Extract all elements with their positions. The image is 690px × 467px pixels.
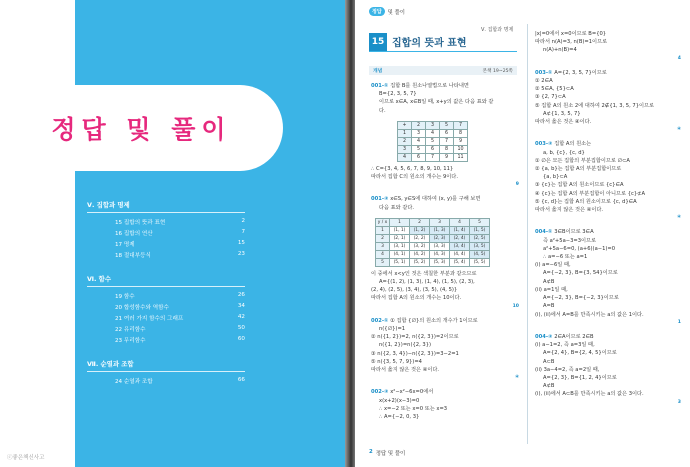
toc-entry-page: 66 xyxy=(237,376,245,383)
toc-entry xyxy=(87,312,245,323)
solution-line: n({∅})=1 xyxy=(379,326,406,333)
solution-line: A={(1, 2), (1, 3), (1, 4), (1, 5), (2, 3), xyxy=(379,279,475,286)
solution-line: 001-② x∈S, y∈S에 대하여 (x, y)를 구해 보면 xyxy=(371,196,481,203)
toc-heading: Ⅶ. 순열과 조합 xyxy=(87,359,245,372)
table-row xyxy=(376,226,490,234)
toc-section xyxy=(87,274,245,345)
footer-text: 정답 및 풀이 xyxy=(375,451,406,457)
chapter-tag: Ⅴ. 집합과 명제 xyxy=(481,27,514,33)
solution-block xyxy=(535,69,681,135)
toc-entry-page: 60 xyxy=(237,335,245,342)
section-name: 집합의 뜻과 표현 xyxy=(392,38,467,49)
table-cell: 6 xyxy=(426,145,440,153)
page-footer xyxy=(369,449,405,457)
solution-line: A⊄B xyxy=(543,278,555,285)
toc-entry xyxy=(87,375,245,386)
solution-line: (2, 4), (2, 5), (3, 4), (3, 5), (4, 5)} xyxy=(371,287,458,294)
publisher-footer: ⓒ좋은책신사고 xyxy=(7,455,45,461)
table-cell: 5 xyxy=(440,121,454,129)
toc-entry-page: 23 xyxy=(237,250,245,257)
toc-entry-page: 15 xyxy=(237,239,245,246)
toc-entry-page: 26 xyxy=(237,291,245,298)
table-cell: (1, 4) xyxy=(450,226,470,234)
table-cell: 5 xyxy=(412,145,426,153)
table-cell: (2, 2) xyxy=(410,234,430,242)
solution-line: ∴ A={−2, 0, 3} xyxy=(379,414,420,421)
section-title xyxy=(369,32,517,52)
table-row xyxy=(398,137,468,145)
table-cell: 2 xyxy=(412,121,426,129)
solution-line: 따라서 집합 A의 원소의 개수는 10이다. xyxy=(371,295,462,302)
table-cell: (5, 5) xyxy=(470,258,490,266)
solution-line: {a, b}⊂A xyxy=(543,174,568,181)
answer-mark: ④ xyxy=(515,375,519,381)
solution-line: 이므로 x∈A, x∈B일 때, x+y의 값은 다음 표와 같 xyxy=(379,99,494,106)
table-cell: 6 xyxy=(440,129,454,137)
solution-line: 따라서 옳지 않은 것은 ④이다. xyxy=(535,207,604,214)
solution-line: 다. xyxy=(379,107,386,114)
table-cell: 1 xyxy=(390,218,410,226)
table-cell: (2, 3) xyxy=(430,234,450,242)
solution-line: ∴ C={3, 4, 5, 6, 7, 8, 9, 10, 11} xyxy=(371,165,454,172)
solution-line: 따라서 옳은 것은 ④이다. xyxy=(535,119,592,126)
table-cell: 1 xyxy=(376,226,390,234)
solution-line: 따라서 옳지 않은 것은 ④이다. xyxy=(371,367,440,374)
toc-entry-page: 2 xyxy=(241,217,245,224)
problem-number: 004-② xyxy=(535,333,555,340)
solution-line: ② {a, b}는 집합 A의 부분집합이므로 xyxy=(535,166,622,173)
solution-line: ④ {c}는 집합 A의 부분집합이 아니므로 {c}⊄A xyxy=(535,190,646,197)
toc-entry xyxy=(87,290,245,301)
table-cell: 7 xyxy=(440,137,454,145)
solution-line: ② 5∈A, {5}⊂A xyxy=(535,86,574,93)
table-of-contents xyxy=(87,200,245,400)
solution-line: ⑤ 집합 A의 원소 2에 대하여 2∉{1, 3, 5, 7}이므로 xyxy=(535,102,655,109)
toc-entry-label: 22 유리함수 xyxy=(115,326,146,333)
table-cell: (4, 1) xyxy=(390,250,410,258)
solution-line: A={−2, 3}, B={−2, 3}이므로 xyxy=(543,295,619,302)
problem-number: 003-② xyxy=(535,141,555,148)
solution-line: A⊂B xyxy=(543,358,555,365)
table-cell: (3, 1) xyxy=(390,242,410,250)
table-cell: (4, 4) xyxy=(450,250,470,258)
table-cell: 8 xyxy=(440,145,454,153)
section-number: 15 xyxy=(369,33,387,51)
answer-mark: 10 xyxy=(512,303,519,309)
table-cell: 5 xyxy=(376,258,390,266)
solution-line: A=B xyxy=(543,303,555,310)
toc-entry xyxy=(87,323,245,334)
table-cell: 3 xyxy=(412,129,426,137)
solution-block xyxy=(371,82,519,115)
answer-mark: 9 xyxy=(515,182,519,188)
solution-block xyxy=(371,388,519,421)
table-cell: (3, 5) xyxy=(470,242,490,250)
table-cell: (2, 4) xyxy=(450,234,470,242)
table-cell: (1, 5) xyxy=(470,226,490,234)
solution-line: ∴ a=−6 또는 a=1 xyxy=(543,254,588,261)
toc-entry-label: 24 순열과 조합 xyxy=(115,378,153,385)
table-cell: (5, 4) xyxy=(450,258,470,266)
problem-number: 002-① xyxy=(371,317,391,324)
table-cell: 6 xyxy=(412,153,426,161)
table-cell: 4 xyxy=(376,250,390,258)
header-badge: 정답 xyxy=(369,7,385,16)
table-cell: 7 xyxy=(454,121,468,129)
toc-entry-label: 23 무리함수 xyxy=(115,337,146,344)
solution-line: (i) a−1=2, 즉 a=3일 때, xyxy=(535,342,595,349)
table-row xyxy=(398,153,468,161)
solution-table xyxy=(397,121,468,162)
table-cell: + xyxy=(398,121,412,129)
solution-block xyxy=(535,30,681,63)
table-row xyxy=(398,129,468,137)
table-cell: (4, 2) xyxy=(410,250,430,258)
solution-line: ① ∅은 모든 집합의 부분집합이므로 ∅⊂A xyxy=(535,157,630,164)
solution-line: n(A)+n(B)=4 xyxy=(543,47,577,54)
table-row xyxy=(376,258,490,266)
right-page xyxy=(355,0,690,467)
toc-entry xyxy=(87,227,245,238)
table-row xyxy=(376,250,490,258)
solution-line: ⑤ n({3, 5, 7, 9})=4 xyxy=(371,358,422,365)
problem-number: 004-① xyxy=(535,229,555,236)
table-cell: (1, 2) xyxy=(410,226,430,234)
solution-line: a²+5a−6=0, (a+6)(a−1)=0 xyxy=(543,245,616,252)
table-cell: 1 xyxy=(398,129,412,137)
toc-section xyxy=(87,200,245,260)
table-cell: (2, 1) xyxy=(390,234,410,242)
toc-entry-label: 17 명제 xyxy=(115,241,135,248)
solution-line: x(x+2)(x−3)=0 xyxy=(379,397,420,404)
header-text: 및 풀이 xyxy=(387,9,406,16)
table-cell: 9 xyxy=(454,137,468,145)
toc-entry-label: 19 함수 xyxy=(115,293,135,300)
table-cell: (5, 1) xyxy=(390,258,410,266)
solution-line: 004-① 3∈B이므로 3∈A xyxy=(535,229,594,236)
table-cell: 10 xyxy=(454,145,468,153)
solution-line: ③ {2, 7}⊂A xyxy=(535,94,566,101)
table-cell: 3 xyxy=(376,242,390,250)
page-number: 2 xyxy=(369,449,373,455)
solutions-column-left xyxy=(371,82,519,427)
solution-line: 이 중에서 x<y인 것은 색칠한 부분과 같으므로 xyxy=(371,270,477,277)
table-cell: 4 xyxy=(426,129,440,137)
solution-line: ① 2∈A xyxy=(535,78,553,85)
toc-entry xyxy=(87,334,245,345)
solution-line: A⊄B xyxy=(543,383,555,390)
concept-bar xyxy=(369,66,517,75)
solution-block xyxy=(371,270,519,311)
table-cell: 4 xyxy=(450,218,470,226)
table-row xyxy=(376,242,490,250)
toc-entry xyxy=(87,216,245,227)
table-cell: (5, 2) xyxy=(410,258,430,266)
answer-mark: ④ xyxy=(677,215,681,221)
running-header xyxy=(369,7,405,16)
problem-number: 001-② xyxy=(371,196,391,203)
toc-heading: Ⅴ. 집합과 명제 xyxy=(87,200,245,213)
toc-entry xyxy=(87,238,245,249)
solution-line: ⑤ {c, d}는 집합 A의 원소이므로 {c, d}∈A xyxy=(535,198,637,205)
answer-mark: ④ xyxy=(677,127,681,133)
toc-entry xyxy=(87,301,245,312)
table-cell: 3 xyxy=(430,218,450,226)
solution-block xyxy=(371,165,519,190)
toc-entry-page: 42 xyxy=(237,313,245,320)
table-row xyxy=(398,121,468,129)
solution-line: A={2, 4}, B={2, 4, 5}이므로 xyxy=(543,350,617,357)
toc-entry-label: 16 집합의 연산 xyxy=(115,230,153,237)
table-cell: 5 xyxy=(426,137,440,145)
solution-line: (ii) 3a−4=2, 즉 a=2일 때, xyxy=(535,366,600,373)
table-cell: (3, 3) xyxy=(430,242,450,250)
solution-line: (i), (ii)에서 A⊂B를 만족시키는 a의 값은 3이다. xyxy=(535,391,644,398)
solution-line: ② n({1, 2})=2, n({2, 3})=2이므로 xyxy=(371,334,459,341)
solution-line: B={2, 3, 5, 7} xyxy=(379,91,417,98)
solution-line: 001-① 집합 B를 원소나열법으로 나타내면 xyxy=(371,83,469,89)
solution-line: (i) a=−6일 때, xyxy=(535,262,571,269)
solution-line: A={2, 3}, B={1, 2, 4}이므로 xyxy=(543,374,617,381)
toc-entry-page: 7 xyxy=(241,228,245,235)
solution-block xyxy=(535,333,681,407)
solution-line: ③ {c}는 집합 A의 원소이므로 {c}∈A xyxy=(535,182,624,189)
table-cell: (4, 5) xyxy=(470,250,490,258)
answer-mark: 3 xyxy=(677,399,681,405)
column-divider xyxy=(527,24,528,444)
solution-line: 즉 a²+5a−3=3이므로 xyxy=(543,237,597,244)
toc-entry-label: 15 집합의 뜻과 표현 xyxy=(115,219,166,226)
problem-number: 001-① xyxy=(371,83,391,89)
solution-block xyxy=(371,317,519,383)
answer-mark: 1 xyxy=(677,319,681,325)
table-cell: 8 xyxy=(454,129,468,137)
solution-block xyxy=(371,195,519,211)
toc-entry-label: 20 합성함수와 역함수 xyxy=(115,304,169,311)
table-cell: 3 xyxy=(426,121,440,129)
table-cell: (3, 2) xyxy=(410,242,430,250)
solution-line: (ii) a=1일 때, xyxy=(535,286,568,293)
solution-line: (i), (ii)에서 A=B를 만족시키는 a의 값은 1이다. xyxy=(535,311,644,318)
table-cell: 3 xyxy=(398,145,412,153)
toc-heading: Ⅵ. 함수 xyxy=(87,274,245,287)
toc-entry-page: 50 xyxy=(237,324,245,331)
solution-line: a, b, {c}, {c, d} xyxy=(543,149,585,156)
table-cell: 2 xyxy=(410,218,430,226)
toc-entry-label: 21 여러 가지 함수의 그래프 xyxy=(115,315,184,322)
solution-line: 004-② 2∈A이므로 2∈B xyxy=(535,333,594,340)
table-cell: 7 xyxy=(426,153,440,161)
solution-line: 003-① A={2, 3, 5, 7}이므로 xyxy=(535,69,607,76)
solution-line: 다음 표와 같다. xyxy=(379,204,415,211)
solutions-column-right xyxy=(535,30,681,413)
solution-line: n({1, 2})=n({2, 3}) xyxy=(379,342,432,349)
toc-entry xyxy=(87,249,245,260)
toc-entry-label: 18 절대부등식 xyxy=(115,252,151,259)
solution-line: 002-① ① 집합 {∅}의 원소의 개수가 1이므로 xyxy=(371,317,478,324)
table-cell: 2 xyxy=(376,234,390,242)
solution-block xyxy=(535,140,681,222)
table-cell: 11 xyxy=(454,153,468,161)
solution-line: ③ n({2, 3, 4})−n({2, 3})=3−2=1 xyxy=(371,350,459,357)
table-row xyxy=(376,218,490,226)
solution-line: 따라서 n(A)=3, n(B)=1이므로 xyxy=(535,39,608,46)
solution-line: |x|=0에서 x=0이므로 B={0} xyxy=(535,31,607,37)
table-cell: (2, 5) xyxy=(470,234,490,242)
toc-entry-page: 34 xyxy=(237,302,245,309)
table-row xyxy=(376,234,490,242)
table-cell: 2 xyxy=(398,137,412,145)
table-cell: 9 xyxy=(440,153,454,161)
table-cell: (5, 3) xyxy=(430,258,450,266)
table-cell: 4 xyxy=(398,153,412,161)
table-cell: (1, 1) xyxy=(390,226,410,234)
book-spine xyxy=(345,0,355,467)
title-banner xyxy=(0,85,283,171)
table-cell: (4, 3) xyxy=(430,250,450,258)
solution-block xyxy=(535,228,681,326)
table-cell: (3, 4) xyxy=(450,242,470,250)
solution-line: 002-② x²−x²−6x=0에서 xyxy=(371,389,434,396)
solution-line: A⊄{1, 3, 5, 7} xyxy=(543,110,581,117)
solution-table xyxy=(375,218,490,267)
solution-line: A={−2, 3}, B={3, 54}이므로 xyxy=(543,270,618,277)
table-cell: 5 xyxy=(470,218,490,226)
toc-section xyxy=(87,359,245,386)
solution-line: ∴ x=−2 또는 x=0 또는 x=3 xyxy=(379,405,448,412)
table-cell: 4 xyxy=(412,137,426,145)
concept-page-ref: 본책 19~25쪽 xyxy=(482,68,513,74)
problem-number: 002-② xyxy=(371,389,391,396)
solution-line: 따라서 집합 C의 원소의 개수는 9이다. xyxy=(371,174,458,181)
concept-label: 개념 xyxy=(373,69,383,74)
problem-number: 003-① xyxy=(535,69,555,76)
solution-line: 003-② 집합 A의 원소는 xyxy=(535,141,592,148)
table-cell: y / x xyxy=(376,218,390,226)
table-cell: (1, 3) xyxy=(430,226,450,234)
answer-mark: 4 xyxy=(677,55,681,61)
table-row xyxy=(398,145,468,153)
page-title: 정답 및 풀이 xyxy=(51,115,232,144)
